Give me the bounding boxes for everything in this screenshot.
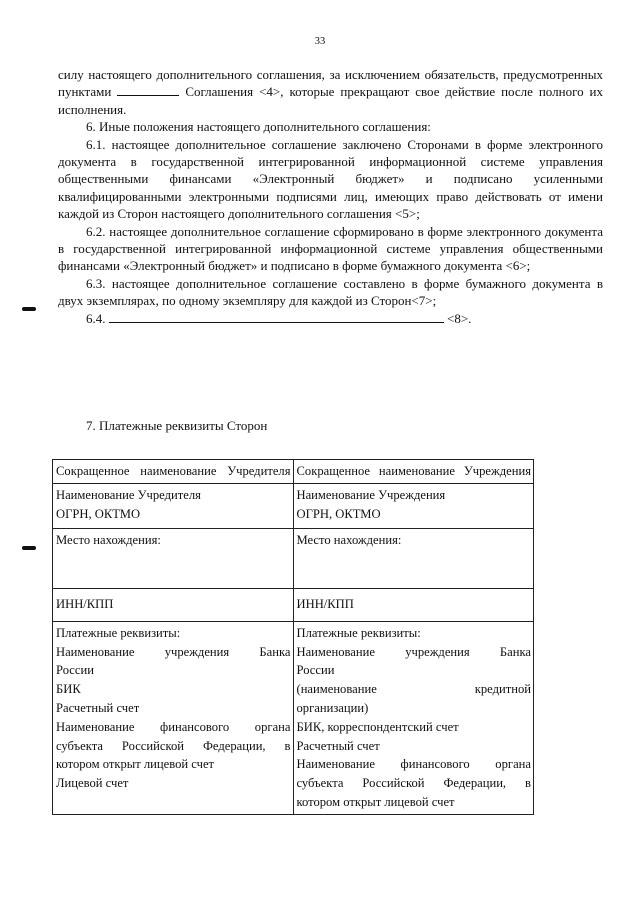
institution-finance-body-label: Наименование финансового органа (296, 757, 531, 772)
institution-payment-heading: Платежные реквизиты: (296, 625, 421, 640)
table-cell (293, 460, 534, 484)
institution-credit-org-label-cont: организации) (296, 700, 369, 715)
blank-line (117, 84, 179, 96)
institution-location-label: Место нахождения: (296, 532, 402, 547)
paragraph-6: 6. Иные положения настоящего дополнительного соглашения: (86, 119, 431, 135)
institution-finance-body-label-end: котором открыт лицевой счет (296, 794, 455, 809)
institution-credit-org-label: (наименование кредитной (296, 682, 531, 697)
table-cell (293, 528, 534, 588)
institution-inn-label: ИНН/КПП (296, 597, 354, 612)
paragraph-obligations-text: силу настоящего дополнительного соглашения, за исключением обязательств, предусмотренных пунктами (58, 67, 603, 100)
founder-bank-name-label: Наименование учреждения Банка (56, 644, 291, 659)
institution-bank-name-label: Наименование учреждения Банка (296, 644, 531, 659)
institution-finance-body-label-cont: субъекта Российской Федерации, в (296, 776, 531, 791)
table-cell (293, 588, 534, 621)
paragraph-6-4-note: <8>. (447, 310, 472, 326)
table-cell (293, 483, 534, 528)
blank-line (109, 311, 444, 323)
founder-location-label: Место нахождения: (56, 532, 161, 547)
margin-mark (22, 307, 36, 311)
paragraph-6-3: 6.3. настоящее дополнительное соглашение составлено в форме бумажного документа в двух экземплярах, по одному экземпляру для каждой из Сторон<7>; (58, 275, 603, 309)
founder-name-label: Наименование Учредителя (56, 487, 201, 502)
institution-name-label: Наименование Учреждения (296, 487, 446, 502)
founder-personal-account-label: Лицевой счет (56, 776, 129, 791)
table-row (53, 460, 534, 484)
institution-bik-label: БИК, корреспондентский счет (296, 719, 459, 734)
institution-ogrn-label: ОГРН, ОКТМО (296, 506, 381, 521)
table-cell (53, 588, 294, 621)
table-cell (53, 483, 294, 528)
paragraph-6-4 (58, 310, 603, 327)
table-row (53, 621, 534, 814)
table-cell (53, 528, 294, 588)
paragraph-6-2: 6.2. настоящее дополнительное соглашение сформировано в форме электронного документа в государственной интегрированной информационной системе управления общественными финансами «Электронный бюджет» и подписано в форме бумажного документа <6>; (58, 223, 603, 274)
founder-finance-body-label-end: котором открыт лицевой счет (56, 757, 215, 772)
table-cell (53, 460, 294, 484)
margin-mark (22, 546, 36, 550)
paragraph-obligations (58, 66, 603, 118)
institution-short-name-label: Сокращенное наименование Учреждения (296, 464, 531, 478)
founder-bik-label: БИК (56, 682, 81, 697)
founder-finance-body-label-cont: субъекта Российской Федерации, в (56, 738, 291, 753)
payment-details-table (52, 459, 534, 815)
section-title: 7. Платежные реквизиты Сторон (86, 418, 268, 433)
institution-account-label: Расчетный счет (296, 738, 380, 753)
paragraph-obligations-tail: Соглашения <4>, которые прекращают свое действие после полного их исполнения. (58, 84, 604, 117)
founder-account-label: Расчетный счет (56, 700, 140, 715)
institution-bank-name-label-cont: России (296, 663, 335, 678)
founder-short-name-label: Сокращенное наименование Учредителя (56, 464, 291, 478)
table-cell (53, 621, 294, 814)
document-body (58, 66, 603, 327)
founder-finance-body-label: Наименование финансового органа (56, 719, 291, 734)
page-number: 33 (314, 36, 326, 47)
founder-bank-name-label-cont: России (56, 663, 94, 678)
founder-inn-label: ИНН/КПП (56, 597, 114, 612)
paragraph-6-4-number: 6.4. (86, 310, 106, 326)
paragraph-6-1: 6.1. настоящее дополнительное соглашение заключено Сторонами в форме электронного документа в государственной интегрированной информационной системе управления общественными финансами «Электронный бюджет» и подписано усиленными квалифицированными электронными подписями лиц, имеющих право действовать от имени каждой из Сторон настоящего дополнительного соглашения <5>; (58, 136, 603, 222)
table-row (53, 483, 534, 528)
founder-ogrn-label: ОГРН, ОКТМО (56, 506, 141, 521)
table-row (53, 528, 534, 588)
table-row (53, 588, 534, 621)
table-cell (293, 621, 534, 814)
founder-payment-heading: Платежные реквизиты: (56, 625, 181, 640)
